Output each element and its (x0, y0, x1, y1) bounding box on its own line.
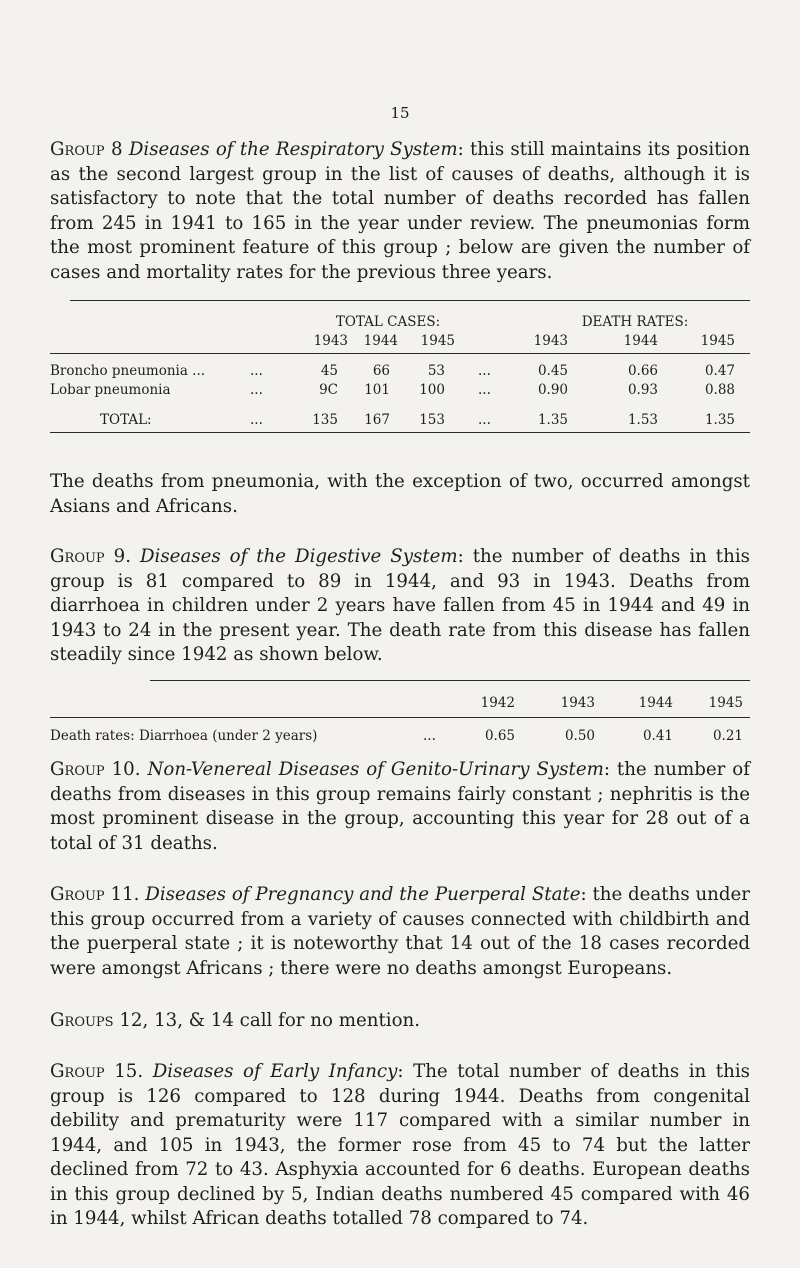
row-dots-2: ... (478, 363, 491, 379)
table-header-rule (50, 353, 750, 354)
row-dots-2: ... (478, 382, 491, 398)
group-text: : this still maintains its position as the second largest group in the list of causes of deaths, although it is satisfactory to note that the total number of deaths recorded has fallen from 245 in 1941 to 165 in the year under review. The pneumonias form the most prominent feature of this group ; below are given the number of cases and mortality rates for the previous three years. (50, 139, 750, 283)
total-rate-1943: 1.35 (537, 412, 568, 428)
page-number: 15 (390, 104, 410, 122)
year-1945: 1945 (708, 695, 743, 711)
cell-cases-1944: 66 (372, 363, 390, 379)
year-rates-1945: 1945 (700, 333, 735, 349)
row-name: Lobar pneumonia (50, 382, 171, 398)
group-label: Groups 12, 13, & 14 (50, 1010, 234, 1031)
paragraph-group-8 (50, 138, 750, 285)
header-death-rates: DEATH RATES: (581, 314, 689, 330)
total-dots: ... (250, 412, 263, 428)
paragraph-group-10 (50, 758, 750, 856)
group-label: Group 8 (50, 139, 123, 160)
paragraph-pneumonia-note: The deaths from pneumonia, with the exception of two, occurred amongst Asians and Africans. (50, 471, 750, 517)
year-cases-1943: 1943 (313, 333, 348, 349)
paragraph-group-9 (50, 545, 750, 668)
group-title: Diseases of Pregnancy and the Puerperal State (145, 884, 581, 905)
group-label: Group 11. (50, 884, 140, 905)
year-1943: 1943 (560, 695, 595, 711)
cell-rate-1944: 0.66 (627, 363, 658, 379)
group-text: : the number of deaths from diseases in this group remains fairly constant ; nephritis is the most prominent disease in the group, accounting this year for 28 out of a total of 31 deaths. (50, 759, 750, 854)
group-label: Group 15. (50, 1061, 144, 1082)
year-cases-1945: 1945 (420, 333, 455, 349)
paragraph-group-11 (50, 883, 750, 981)
row-dots: ... (423, 728, 436, 744)
total-label: TOTAL: (100, 412, 152, 428)
total-cases-1944: 167 (364, 412, 390, 428)
cell-cases-1945: 100 (419, 382, 445, 398)
value-1942: 0.65 (484, 728, 515, 744)
row-label: Death rates: Diarrhoea (under 2 years) (50, 728, 318, 744)
year-1942: 1942 (480, 695, 515, 711)
value-1945: 0.21 (712, 728, 743, 744)
row-name: Broncho pneumonia ... (50, 363, 206, 379)
row-dots: ... (250, 363, 263, 379)
cell-rate-1945: 0.88 (704, 382, 735, 398)
total-rate-1944: 1.53 (627, 412, 658, 428)
table-bottom-rule (50, 432, 750, 433)
paragraph-groups-12-14 (50, 1009, 750, 1034)
group-text: : the number of deaths in this group is 81 compared to 89 in 1944, and 93 in 1943. Deaths from diarrhoea in children under 2 years have fallen from 45 in 1944 and 49 in 1943 to 24 in the present year. The death rate from this disease has fallen steadily since 1942 as shown below. (50, 546, 750, 665)
cell-rate-1945: 0.47 (704, 363, 735, 379)
total-rate-1945: 1.35 (704, 412, 735, 428)
value-1944: 0.41 (642, 728, 673, 744)
paragraph-group-15 (50, 1060, 750, 1232)
pneumonia-table (50, 300, 750, 430)
cell-rate-1943: 0.45 (537, 363, 568, 379)
group-title: Diseases of Early Infancy (152, 1061, 398, 1082)
table-top-rule (70, 300, 750, 301)
table-top-rule (150, 680, 750, 681)
header-total-cases: TOTAL CASES: (335, 314, 441, 330)
year-cases-1944: 1944 (363, 333, 398, 349)
total-cases-1943: 135 (312, 412, 338, 428)
group-text: call for no mention. (233, 1010, 421, 1031)
year-rates-1944: 1944 (623, 333, 658, 349)
group-label: Group 9. (50, 546, 131, 567)
diarrhoea-table (50, 680, 750, 760)
total-cases-1945: 153 (419, 412, 445, 428)
year-1944: 1944 (638, 695, 673, 711)
cell-rate-1943: 0.90 (537, 382, 568, 398)
group-text: : The total number of deaths in this group is 126 compared to 128 during 1944. Deaths from congenital debility and prematurity were 117 compared with a similar number in 1944, and 105 in 1943, the former rose from 45 to 74 but the latter declined from 72 to 43. Asphyxia accounted for 6 deaths. European deaths in this group declined by 5, Indian deaths numbered 45 compared with 46 in 1944, whilst African deaths totalled 78 compared to 74. (50, 1061, 750, 1229)
total-dots-2: ... (478, 412, 491, 428)
group-title: Non-Venereal Diseases of Genito-Urinary System (147, 759, 604, 780)
group-title: Diseases of the Digestive System (139, 546, 458, 567)
value-1943: 0.50 (564, 728, 595, 744)
cell-rate-1944: 0.93 (627, 382, 658, 398)
cell-cases-1943: 9C (319, 382, 338, 398)
row-dots: ... (250, 382, 263, 398)
group-title: Diseases of the Respiratory System (128, 139, 458, 160)
cell-cases-1943: 45 (320, 363, 338, 379)
table-header-rule (50, 717, 750, 718)
group-label: Group 10. (50, 759, 141, 780)
group-text: : the deaths under this group occurred from a variety of causes connected with childbirth and the puerperal state ; it is noteworthy that 14 out of the 18 cases recorded were amongst Africans ; there were no deaths amongst Europeans. (50, 884, 750, 979)
year-rates-1943: 1943 (533, 333, 568, 349)
cell-cases-1944: 101 (364, 382, 390, 398)
cell-cases-1945: 53 (427, 363, 445, 379)
